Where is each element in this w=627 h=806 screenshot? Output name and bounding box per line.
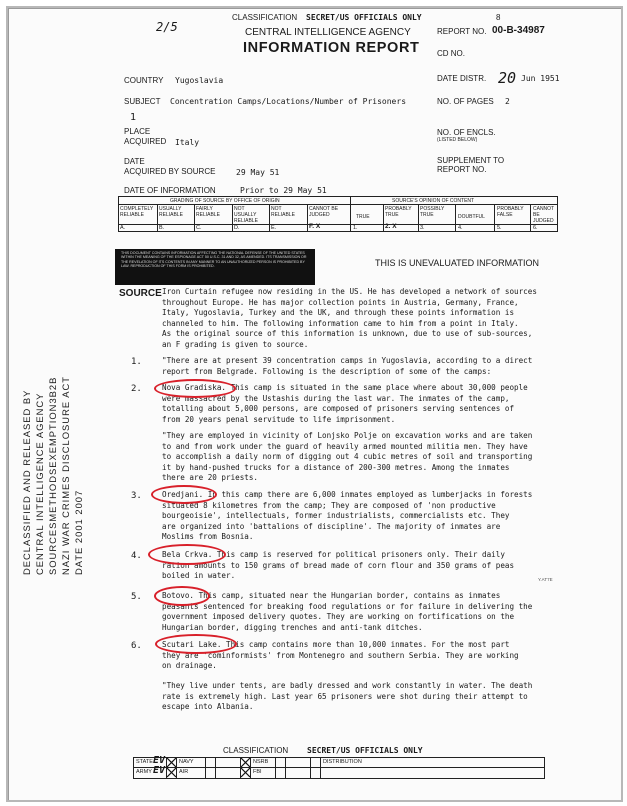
classification-label: CLASSIFICATION: [232, 13, 298, 22]
item-2-text: Nova Gradiska. This camp is situated in the same place where about 30,000 people were massacred by the Ustashis during the last war. The inmates of the camp, totalling about 5,000 persons, are composed of prisoners serving sentences of from 20 years penal servitude to life imprisonment.: [162, 383, 528, 424]
item-5-text: Botovo. This camp, situated near the Hungarian border, contains as inmates peasants sentenced for breaking food regulations or for failure in delivering the government imposed delivery quotes. They are working on fortifications on the Hungarian border, digging trenches and anti-tank ditches.: [162, 591, 533, 632]
item-2-extra: "They are employed in vicinity of Lonjsko Polje on excavation works and are taken to and from work under the guard of heavily armed mounted militia men. They have to accomplish a daily norm of digging out 4 cubic metres of soil and transporting it by hand-pushed trucks for a distance of 200-300 metres. Among the inmates there are 20 priests.: [162, 431, 533, 483]
item-3-place: Oredjani.: [162, 490, 204, 499]
dist-check-marks-2: [240, 757, 252, 779]
dist-fbi: FBI: [253, 769, 262, 775]
item-5-circle-annotation: [154, 586, 210, 606]
grading-left-title: GRADING OF SOURCE BY OFFICE OF ORIGIN: [170, 198, 280, 204]
opinion-2-code: 2. X: [385, 223, 397, 230]
grade-a-code: A.: [120, 225, 126, 231]
opinion-1-label: TRUE: [356, 214, 370, 220]
grade-f-code: F. X: [309, 223, 321, 230]
item-5-number: 5.: [131, 592, 142, 602]
opinion-6-code: 6.: [533, 225, 538, 231]
acquired-by-label: ACQUIRED BY SOURCE: [124, 167, 216, 176]
pages-value: 2: [505, 97, 510, 106]
item-3-text: Oredjani. In this camp there are 6,000 inmates employed as lumberjacks in forests situated 8 kilometres from the camp; They are composed of 'non productive bourgeoisie', intellectuals, former industrialists, commercialists etc. They are organized into 'battalions of discipline'. The majority of inmates are Moslims from Bosnia.: [162, 490, 533, 542]
dist-army: ARMY: [136, 769, 152, 775]
date-distr-label: DATE DISTR.: [437, 74, 487, 83]
page-number: 8: [496, 13, 501, 22]
dist-distribution: DISTRIBUTION: [323, 759, 362, 765]
cd-no-label: CD NO.: [437, 49, 465, 58]
opinion-4-code: 4.: [458, 225, 463, 231]
item-6-number: 6.: [131, 641, 142, 651]
item-1-text: "There are at present 39 concentration camps in Yugoslavia, according to a direct report from Belgrade. Following is the description of some of the camps:: [162, 356, 533, 376]
item-5-place: Botovo.: [162, 591, 195, 600]
agency-name: CENTRAL INTELLIGENCE AGENCY: [245, 27, 411, 38]
encls-label: NO. OF ENCLS.: [437, 128, 496, 137]
date-distr-rest: Jun 1951: [521, 74, 560, 83]
source-text: Iron Curtain refugee now residing in the US. He has developed a network of sources throughout Europe. He has major collection points in Austria, Germany, France, Italy, Yugoslavia, Turkey and the UK, and through these points information is channeled to him. The following information came to him from a point in Italy. As the original source of this information is unknown, due to use of sub-sources, an F grading is given to source.: [162, 287, 537, 349]
supplement-label: SUPPLEMENT TO: [437, 156, 505, 165]
handwritten-one: 1: [130, 112, 137, 123]
footer-classification-value: SECRET/US OFFICIALS ONLY: [307, 746, 423, 755]
grade-d-code: D.: [234, 225, 240, 231]
acquired-by-value: 29 May 51: [236, 168, 280, 177]
date-distr-day: 20: [498, 69, 517, 87]
dist-army-mark: EV: [153, 765, 166, 776]
item-6-text: Scutari Lake. This camp contains more than 10,000 inmates. For the most part they are 'cominformists' from Montenegro and southern Serbia. They are working on drainage.: [162, 640, 519, 671]
opinion-3-code: 3.: [420, 225, 425, 231]
acquired-label: ACQUIRED: [124, 137, 167, 146]
dist-state: STATE: [136, 759, 153, 765]
grading-right-title: SOURCE'S OPINION OF CONTENT: [392, 198, 475, 204]
grade-c-label: FAIRLY RELIABLE: [196, 206, 220, 218]
item-1-number: 1.: [131, 357, 142, 367]
classification-value: SECRET/US OFFICIALS ONLY: [306, 13, 422, 22]
unevaluated-label: THIS IS UNEVALUATED INFORMATION: [375, 258, 540, 268]
date-of-info-label: DATE OF INFORMATION: [124, 186, 216, 195]
grade-b-code: B.: [159, 225, 165, 231]
grade-f-label: CANNOT BE JUDGED: [309, 206, 339, 218]
opinion-3-label: POSSIBLY TRUE: [420, 206, 445, 218]
footer-classification-label: CLASSIFICATION: [223, 746, 289, 755]
dist-check-marks: [166, 757, 178, 779]
grade-e-code: E.: [271, 225, 277, 231]
report-no-value: 00-B-34987: [492, 25, 545, 36]
opinion-4-label: DOUBTFUL: [458, 214, 485, 220]
item-6-circle-annotation: [155, 634, 237, 654]
dist-air: AIR: [179, 769, 189, 775]
item-4-place: Bela Crkva.: [162, 550, 213, 559]
opinion-5-code: 5.: [497, 225, 502, 231]
pages-label: NO. OF PAGES: [437, 97, 494, 106]
encls-sub: (LISTED BELOW): [437, 137, 478, 143]
date-of-info-value: Prior to 29 May 51: [240, 186, 327, 195]
place-label: PLACE: [124, 127, 151, 136]
date-label: DATE: [124, 157, 145, 166]
grade-e-label: NOT RELIABLE: [271, 206, 295, 218]
espionage-notice: THIS DOCUMENT CONTAINS INFORMATION AFFECTING THE NATIONAL DEFENSE OF THE UNITED STATES WITHIN THE MEANING OF THE ESPIONAGE ACT 50 U.S.C. 31 AND 32, AS AMENDED. ITS TRANSMISSION OR THE REVELATION OF ITS CONTENTS IN ANY MANNER TO AN UNAUTHORIZED PERSON IS PROHIBITED BY LAW. REPRODUCTION OF THIS FORM IS PROHIBITED.: [115, 249, 315, 285]
grade-c-code: C.: [196, 225, 202, 231]
opinion-1-code: 1.: [353, 225, 358, 231]
item-6-place: Scutari Lake.: [162, 640, 222, 649]
tiny-note: Y.AT7E: [538, 577, 553, 582]
grade-a-label: COMPLETELY RELIABLE: [120, 206, 154, 218]
item-2-circle-annotation: [154, 379, 236, 398]
source-label: SOURCE: [119, 288, 162, 299]
report-no-label: REPORT NO.: [437, 27, 487, 36]
item-3-circle-annotation: [151, 485, 217, 504]
item-4-text: Bela Crkva. This camp is reserved for political prisoners only. Their daily ration amounts to 150 grams of bread made of corn flour and 350 grams of peas boiled in water.: [162, 550, 515, 581]
item-4-circle-annotation: [148, 544, 226, 565]
country-value: Yugoslavia: [175, 76, 224, 85]
item-6-extra: "They live under tents, are badly dressed and work constantly in water. The death rate is extremely high. Last year 65 prisoners were shot during their attempt to escape into Albania.: [162, 681, 533, 712]
opinion-2-label: PROBABLY TRUE: [385, 206, 412, 218]
dist-state-mark: EV: [153, 755, 166, 766]
grade-d-label: NOT USUALLY RELIABLE: [234, 206, 258, 224]
subject-value: Concentration Camps/Locations/Number of Prisoners: [170, 97, 407, 106]
opinion-5-label: PROBABLY FALSE: [497, 206, 524, 218]
opinion-6-label: CANNOT BE JUDGED: [533, 206, 555, 224]
dist-navy: NAVY: [179, 759, 194, 765]
acquired-value: Italy: [175, 138, 200, 147]
item-3-number: 3.: [131, 491, 142, 501]
handwritten-page-mark: 2/5: [156, 20, 178, 34]
dist-nsrb: NSRB: [253, 759, 269, 765]
grade-b-label: USUALLY RELIABLE: [159, 206, 183, 218]
item-2-place: Nova Gradiska.: [162, 383, 227, 392]
declassification-stamp: DECLASSIFIED AND RELEASED BY CENTRAL INTELLIGENCE AGENCY SOURCESMETHODSEXEMPTION3B2B NAZI WAR CRIMES DISCLOSURE ACT DATE 2001 2007: [21, 376, 84, 575]
item-2-number: 2.: [131, 384, 142, 394]
supplement-label-2: REPORT NO.: [437, 165, 487, 174]
item-4-number: 4.: [131, 551, 142, 561]
subject-label: SUBJECT: [124, 97, 161, 106]
country-label: COUNTRY: [124, 76, 164, 85]
report-title: INFORMATION REPORT: [243, 40, 420, 56]
